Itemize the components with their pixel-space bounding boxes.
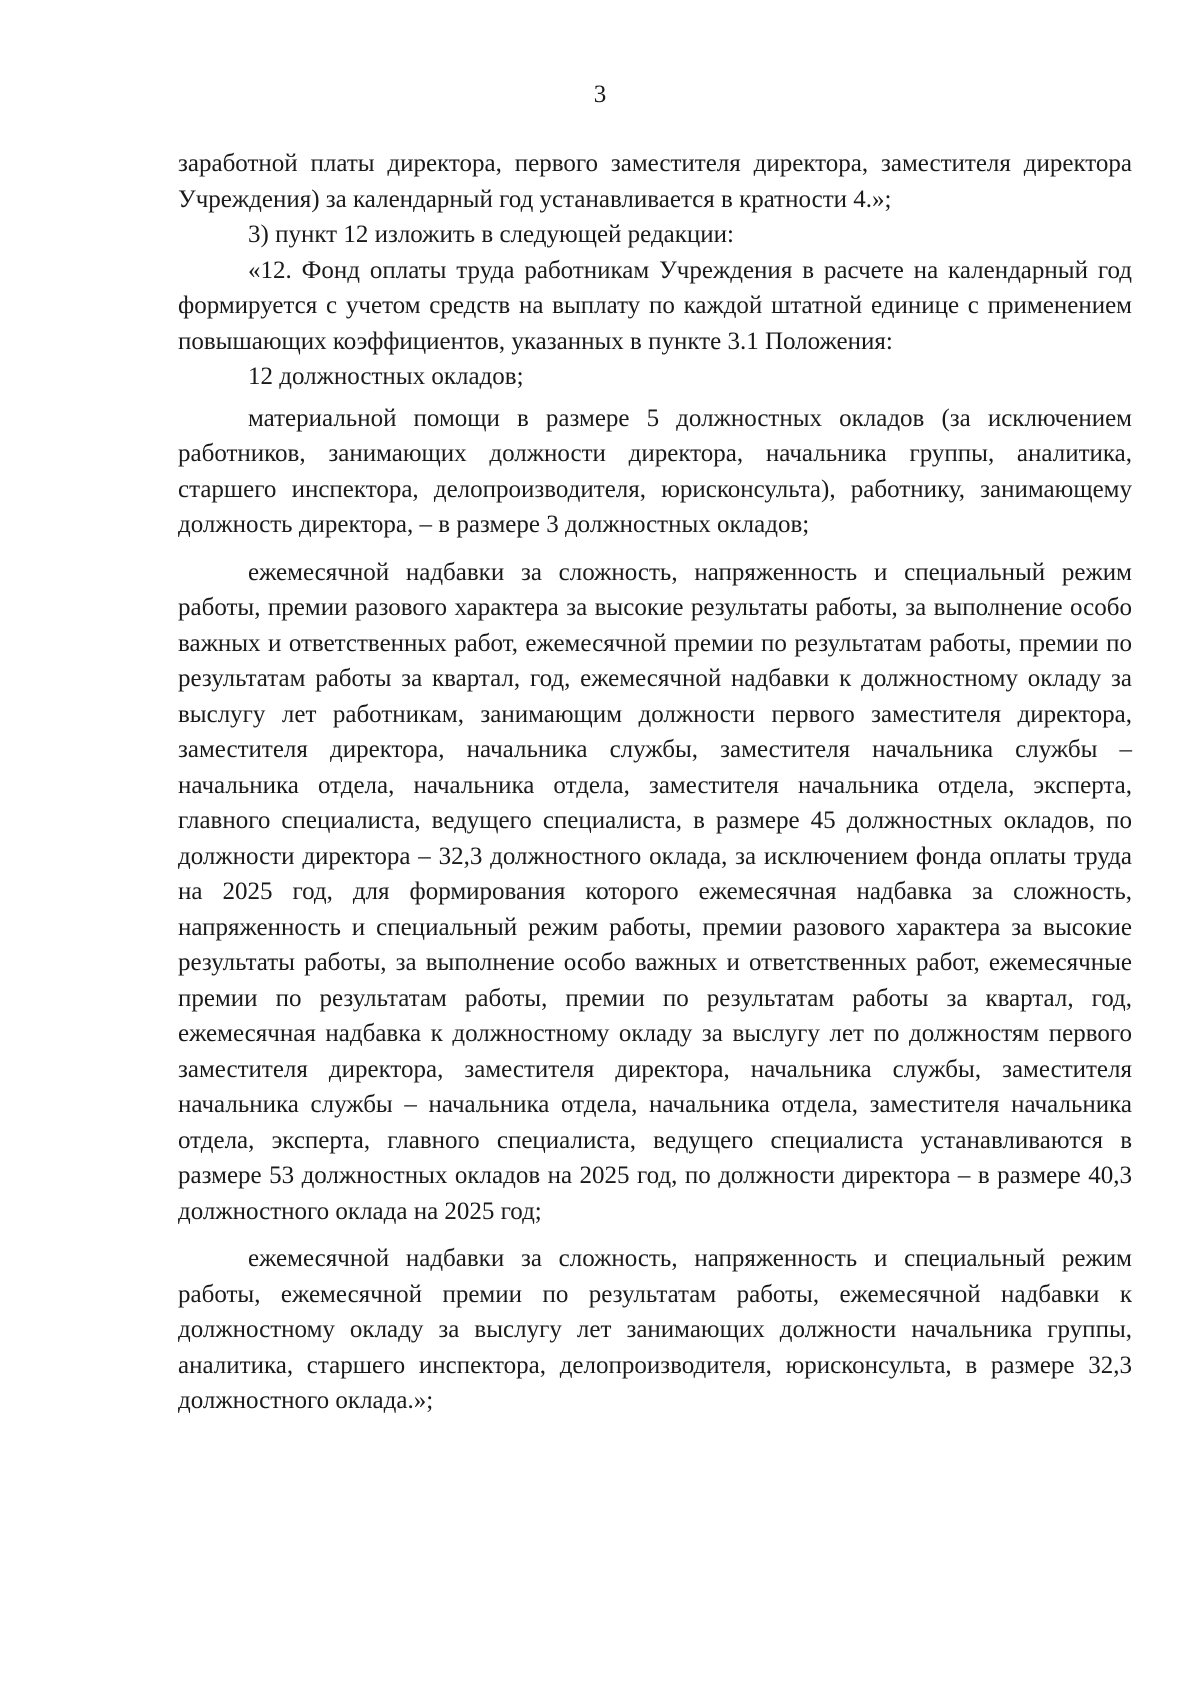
- paragraph-clause-12: «12. Фонд оплаты труда работникам Учреждения в расчете на календарный год формируется с учетом средств на выплату по каждой штатной единице с применением повышающих коэффициентов, указанных в пункте 3.1 Положения:: [178, 256, 1132, 355]
- paragraph-allowances-group: ежемесячной надбавки за сложность, напряженность и специальный режим работы, ежемесячной премии по результатам работы, ежемесячной надбавки к должностному окладу за выслугу лет занимающих должности начальника группы, аналитика, старшего инспектора, делопроизводителя, юрисконсульта, в размере 32,3 должностного оклада.»;: [178, 1245, 1132, 1414]
- page-number: 3: [593, 81, 607, 108]
- paragraph-material-aid: материальной помощи в размере 5 должностных окладов (за исключением работников, занимающих должности директора, начальника группы, аналитика, старшего инспектора, делопроизводителя, юрисконсульта), работнику, занимающему должность директора, – в размере 3 должностных окладов;: [178, 404, 1132, 538]
- paragraph-item-3: 3) пункт 12 изложить в следующей редакции:: [248, 221, 734, 248]
- paragraph-allowances: ежемесячной надбавки за сложность, напряженность и специальный режим работы, премии разового характера за высокие результаты работы, за выполнение особо важных и ответственных работ, ежемесячной премии по результатам работы, премии по результатам работы за квартал, год, ежемесячной надбавки к должностному окладу за выслугу лет работникам, занимающим должности первого заместителя директора, заместителя директора, начальника службы, заместителя начальника службы – начальника отдела, начальника отдела, заместителя начальника отдела, эксперта, главного специалиста, ведущего специалиста, в размере 45 должностных окладов, по должности директора – 32,3 должностного оклада, за исключением фонда оплаты труда на 2025 год, для формирования которого ежемесячная надбавка за сложность, напряженность и специальный режим работы, премии разового характера за высокие результаты работы, за выполнение особо важных и ответственных работ, ежемесячные премии по результатам работы, премии по результатам работы за квартал, год, ежемесячная надбавка к должностному окладу за выслугу лет по должностям первого заместителя директора, заместителя директора, начальника службы, заместителя начальника службы – начальника отдела, начальника отдела, заместителя начальника отдела, эксперта, главного специалиста, ведущего специалиста устанавливаются в размере 53 должностных окладов на 2025 год, по должности директора – в размере 40,3 должностного оклада на 2025 год;: [178, 558, 1132, 1225]
- paragraph-continuation: заработной платы директора, первого заместителя директора, заместителя директора Учреждения) за календарный год устанавливается в кратности 4.»;: [178, 150, 1132, 213]
- paragraph-salaries: 12 должностных окладов;: [248, 363, 524, 390]
- document-body: [178, 146, 1132, 1419]
